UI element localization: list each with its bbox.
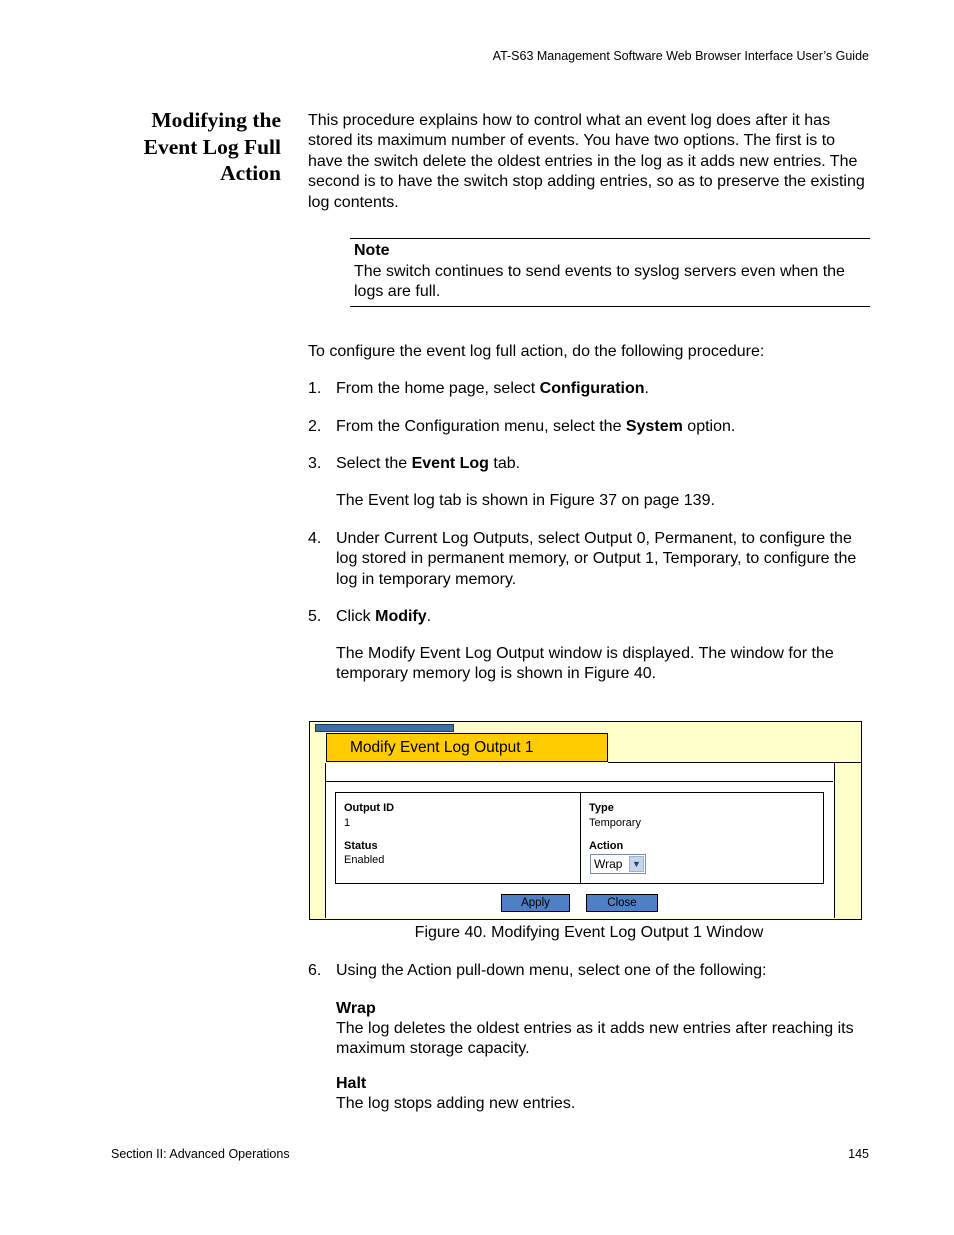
apply-button[interactable]: Apply xyxy=(501,894,570,912)
figure-tab-title: Modify Event Log Output 1 xyxy=(326,733,608,762)
option-title-halt: Halt xyxy=(336,1075,367,1092)
note-title: Note xyxy=(354,242,390,259)
option-text-wrap: The log deletes the oldest entries as it adds new entries after reaching its maximum storage capacity. xyxy=(336,1020,854,1058)
action-select-value: Wrap xyxy=(594,857,623,871)
ui-term: Modify xyxy=(375,608,427,625)
step-text: Select the Event Log tab. xyxy=(336,455,521,472)
figure-inner-line xyxy=(325,781,833,782)
ui-term: Configuration xyxy=(539,380,645,397)
section-heading-line-1: Modifying the xyxy=(151,108,281,132)
step-text: Click Modify. xyxy=(336,608,432,625)
section-heading-line-2: Event Log Full xyxy=(143,134,281,159)
output-id-label: Output ID xyxy=(344,802,395,814)
close-button[interactable]: Close xyxy=(586,894,658,912)
step-subtext: The Modify Event Log Output window is displayed. The window for the temporary memory log is shown in Figure 40. xyxy=(336,645,834,683)
figure-caption: Figure 40. Modifying Event Log Output 1 Window xyxy=(414,924,764,941)
action-select[interactable] xyxy=(590,854,646,874)
option-text-halt: The log stops adding new entries. xyxy=(336,1095,576,1112)
figure-title-bar xyxy=(315,724,454,732)
section-heading xyxy=(110,107,281,187)
step-number: 5. xyxy=(308,608,322,625)
type-label: Type xyxy=(589,802,614,814)
step-number: 6. xyxy=(308,962,322,979)
ui-term: Event Log xyxy=(411,455,489,472)
step-text: From the Configuration menu, select the System option. xyxy=(336,418,736,435)
step-subtext: The Event log tab is shown in Figure 37 on page 139. xyxy=(336,492,715,509)
status-value: Enabled xyxy=(344,854,385,866)
status-label: Status xyxy=(344,840,378,852)
procedure-intro: To configure the event log full action, do the following procedure: xyxy=(308,343,765,360)
step-number: 4. xyxy=(308,530,322,547)
chevron-down-icon[interactable]: ▼ xyxy=(629,856,644,872)
output-id-value: 1 xyxy=(344,817,351,829)
type-value: Temporary xyxy=(589,817,641,829)
step-text: From the home page, select Configuration. xyxy=(336,380,649,397)
figure-grid-divider xyxy=(580,793,581,883)
option-title-wrap: Wrap xyxy=(336,1000,376,1017)
note-text: The switch continues to send events to syslog servers even when the logs are full. xyxy=(354,263,845,301)
section-heading-line-3: Action xyxy=(220,161,281,185)
running-header: AT-S63 Management Software Web Browser Interface User’s Guide xyxy=(492,49,869,63)
ui-term: System xyxy=(625,418,683,435)
step-number: 1. xyxy=(308,380,322,397)
step-text: Under Current Log Outputs, select Output 0, Permanent, to configure the log stored in permanent memory, or Output 1, Temporary, to configure the log in temporary memory. xyxy=(336,530,857,588)
intro-paragraph: This procedure explains how to control what an event log does after it has stored its maximum number of events. You have two options. The first is to have the switch delete the oldest entries in the log as it adds new entries. The second is to have the switch stop adding entries, so as to preserve the existing log contents. xyxy=(308,112,865,211)
figure-tab-line xyxy=(608,762,861,763)
page-number: 145 xyxy=(848,1147,869,1161)
step-number: 3. xyxy=(308,455,322,472)
footer-section: Section II: Advanced Operations xyxy=(111,1147,290,1161)
action-label: Action xyxy=(589,840,624,852)
step-text: Using the Action pull-down menu, select one of the following: xyxy=(336,962,767,979)
step-number: 2. xyxy=(308,418,322,435)
